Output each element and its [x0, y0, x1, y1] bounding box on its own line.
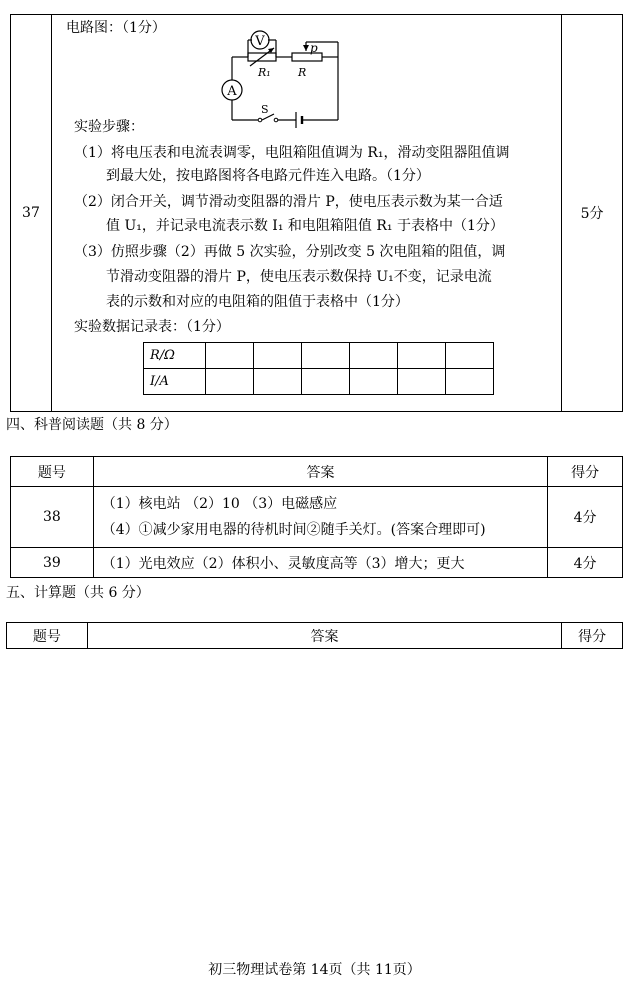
step3-line3: 表的示数和对应的电阻箱的阻值于表格中（1分） — [106, 294, 409, 310]
q39-number: 39 — [11, 548, 94, 578]
step3-line1: （3）仿照步骤（2）再做 5 次实验，分别改变 5 次电阻箱的阻值，调 — [74, 244, 506, 260]
s5-header-answer: 答案 — [87, 623, 561, 649]
section5-title: 五、计算题（共 6 分） — [6, 585, 150, 601]
q38-line2: （4）①减少家用电器的待机时间②随手关灯。(答案合理即可) — [101, 522, 486, 538]
step1-line1: （1）将电压表和电流表调零，电阻箱阻值调为 R₁，滑动变阻器阻值调 — [74, 145, 510, 161]
switch-label: S — [261, 103, 269, 116]
q38-line1: （1）核电站 （2）10 （3）电磁感应 — [101, 496, 338, 512]
section4-title: 四、科普阅读题（共 8 分） — [6, 417, 178, 433]
page-footer: 初三物理试卷第 14页（共 11页） — [208, 962, 421, 978]
row-label-i: I/A — [144, 369, 206, 395]
header-score: 得分 — [548, 457, 623, 487]
s5-header-score: 得分 — [562, 623, 623, 649]
step2-line2: 值 U₁，并记录电流表示数 I₁ 和电阻箱阻值 R₁ 于表格中（1分） — [106, 218, 504, 234]
circuit-diagram — [210, 24, 350, 132]
table-title: 实验数据记录表：（1分） — [74, 319, 230, 335]
step2-line1: （2）闭合开关，调节滑动变阻器的滑片 P，使电压表示数为某一合适 — [74, 194, 503, 210]
steps-title: 实验步骤： — [74, 119, 144, 135]
p-label: p — [310, 41, 318, 55]
header-number: 题号 — [11, 457, 94, 487]
q39-line1: （1）光电效应（2）体积小、灵敏度高等（3）增大；更大 — [93, 548, 547, 578]
r1-label: R₁ — [258, 66, 271, 79]
step3-line2: 节滑动变阻器的滑片 P，使电压表示数保持 U₁不变，记录电流 — [106, 269, 492, 285]
q37-number: 37 — [11, 15, 52, 412]
r-label: R — [298, 66, 307, 79]
s5-header-number: 题号 — [7, 623, 88, 649]
circuit-title: 电路图：（1分） — [66, 20, 166, 36]
voltmeter-label: V — [255, 34, 265, 49]
q38-number: 38 — [11, 487, 94, 548]
table-row — [144, 343, 494, 369]
section4-table — [10, 456, 623, 578]
ammeter-label: A — [227, 84, 237, 99]
q37-score: 5分 — [562, 15, 623, 412]
q38-score: 4分 — [548, 487, 623, 548]
step1-line2: 到最大处，按电路图将各电路元件连入电路。（1分） — [106, 168, 430, 184]
header-answer: 答案 — [93, 457, 547, 487]
section5-table — [6, 622, 623, 649]
data-record-table — [143, 342, 494, 395]
q39-score: 4分 — [548, 548, 623, 578]
row-label-r: R/Ω — [144, 343, 206, 369]
table-row — [144, 369, 494, 395]
